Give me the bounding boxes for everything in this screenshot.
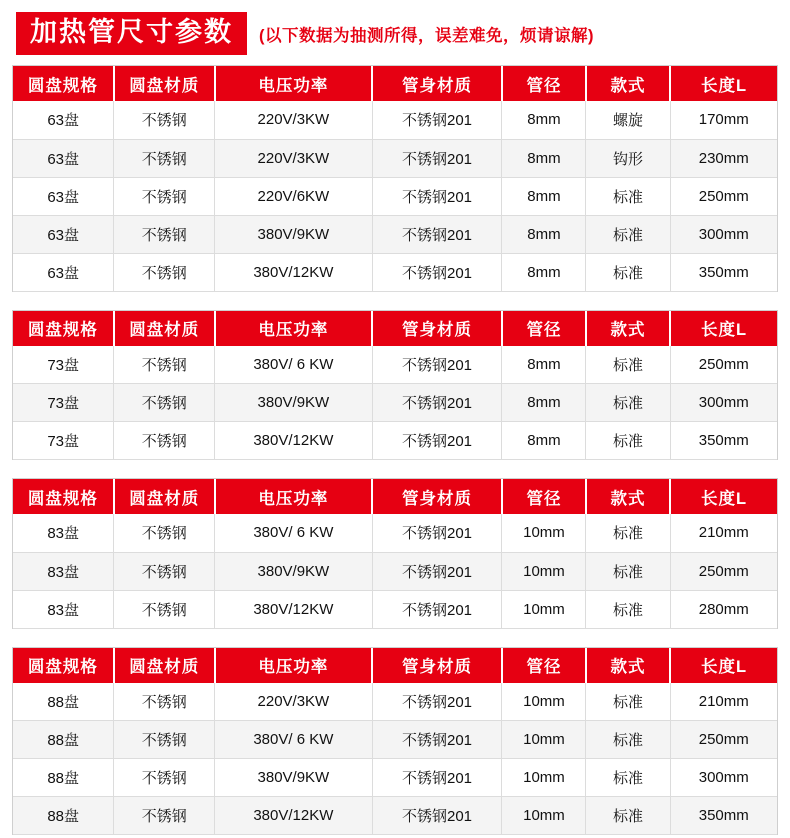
column-header: 款式 xyxy=(586,479,670,514)
table-cell: 不锈钢 xyxy=(114,384,215,422)
table-row xyxy=(13,797,777,835)
table-row xyxy=(13,721,777,759)
table-cell: 不锈钢201 xyxy=(372,721,502,759)
table-cell: 8mm xyxy=(502,253,586,291)
table-cell: 220V/6KW xyxy=(215,177,372,215)
table-header-row xyxy=(13,66,777,101)
table-cell: 不锈钢 xyxy=(114,514,215,552)
table-cell: 210mm xyxy=(670,683,777,721)
table-cell: 83盘 xyxy=(13,514,114,552)
table-cell: 8mm xyxy=(502,384,586,422)
table-cell: 88盘 xyxy=(13,797,114,835)
column-header: 长度L xyxy=(670,311,777,346)
table-cell: 73盘 xyxy=(13,384,114,422)
column-header: 圆盘材质 xyxy=(114,311,215,346)
table-cell: 标准 xyxy=(586,422,670,460)
table-cell: 标准 xyxy=(586,177,670,215)
table-header-row xyxy=(13,311,777,346)
table-cell: 8mm xyxy=(502,215,586,253)
table-cell: 钩形 xyxy=(586,139,670,177)
column-header: 圆盘规格 xyxy=(13,648,114,683)
table-cell: 220V/3KW xyxy=(215,683,372,721)
column-header: 管径 xyxy=(502,311,586,346)
table-cell: 标准 xyxy=(586,346,670,384)
column-header: 圆盘材质 xyxy=(114,648,215,683)
table-cell: 不锈钢 xyxy=(114,253,215,291)
table-cell: 380V/9KW xyxy=(215,552,372,590)
table-header-row xyxy=(13,648,777,683)
table-cell: 73盘 xyxy=(13,422,114,460)
table-cell: 不锈钢 xyxy=(114,215,215,253)
table-cell: 250mm xyxy=(670,177,777,215)
table-cell: 210mm xyxy=(670,514,777,552)
table-cell: 不锈钢201 xyxy=(372,139,502,177)
table-cell: 170mm xyxy=(670,101,777,139)
page-title: 加热管尺寸参数 xyxy=(16,12,247,55)
table-cell: 300mm xyxy=(670,384,777,422)
table-cell: 标准 xyxy=(586,215,670,253)
column-header: 电压功率 xyxy=(215,311,372,346)
table-cell: 300mm xyxy=(670,215,777,253)
table-cell: 不锈钢201 xyxy=(372,797,502,835)
table-cell: 不锈钢201 xyxy=(372,101,502,139)
spec-table xyxy=(13,479,777,629)
table-cell: 380V/ 6 KW xyxy=(215,346,372,384)
column-header: 长度L xyxy=(670,66,777,101)
table-cell: 标准 xyxy=(586,759,670,797)
table-row xyxy=(13,139,777,177)
table-cell: 不锈钢 xyxy=(114,759,215,797)
table-cell: 73盘 xyxy=(13,346,114,384)
table-row xyxy=(13,346,777,384)
column-header: 圆盘规格 xyxy=(13,66,114,101)
table-row xyxy=(13,101,777,139)
table-row xyxy=(13,177,777,215)
column-header: 电压功率 xyxy=(215,479,372,514)
table-cell: 380V/9KW xyxy=(215,215,372,253)
table-row xyxy=(13,384,777,422)
table-cell: 不锈钢 xyxy=(114,683,215,721)
column-header: 长度L xyxy=(670,648,777,683)
column-header: 管身材质 xyxy=(372,648,502,683)
table-row xyxy=(13,590,777,628)
table-cell: 不锈钢201 xyxy=(372,177,502,215)
table-row xyxy=(13,253,777,291)
column-header: 管径 xyxy=(502,66,586,101)
column-header: 圆盘材质 xyxy=(114,66,215,101)
table-cell: 不锈钢 xyxy=(114,346,215,384)
table-cell: 不锈钢 xyxy=(114,139,215,177)
table-cell: 10mm xyxy=(502,514,586,552)
table-cell: 不锈钢 xyxy=(114,797,215,835)
table-cell: 63盘 xyxy=(13,139,114,177)
table-cell: 不锈钢201 xyxy=(372,253,502,291)
table-cell: 88盘 xyxy=(13,759,114,797)
column-header: 管径 xyxy=(502,648,586,683)
table-cell: 不锈钢 xyxy=(114,177,215,215)
column-header: 圆盘材质 xyxy=(114,479,215,514)
column-header: 款式 xyxy=(586,648,670,683)
table-cell: 380V/ 6 KW xyxy=(215,721,372,759)
table-cell: 250mm xyxy=(670,346,777,384)
table-cell: 220V/3KW xyxy=(215,139,372,177)
column-header: 圆盘规格 xyxy=(13,311,114,346)
table-cell: 10mm xyxy=(502,721,586,759)
table-header-row xyxy=(13,479,777,514)
column-header: 款式 xyxy=(586,66,670,101)
table-cell: 不锈钢201 xyxy=(372,384,502,422)
spec-table-table-73 xyxy=(12,310,778,461)
table-cell: 230mm xyxy=(670,139,777,177)
table-cell: 380V/9KW xyxy=(215,384,372,422)
table-cell: 10mm xyxy=(502,590,586,628)
table-cell: 8mm xyxy=(502,139,586,177)
table-cell: 88盘 xyxy=(13,721,114,759)
table-cell: 不锈钢 xyxy=(114,590,215,628)
spec-table xyxy=(13,311,777,461)
column-header: 管身材质 xyxy=(372,311,502,346)
table-cell: 8mm xyxy=(502,422,586,460)
table-cell: 标准 xyxy=(586,721,670,759)
tables-container xyxy=(0,65,790,835)
column-header: 管身材质 xyxy=(372,479,502,514)
table-cell: 350mm xyxy=(670,253,777,291)
table-cell: 标准 xyxy=(586,514,670,552)
table-cell: 标准 xyxy=(586,384,670,422)
table-cell: 标准 xyxy=(586,590,670,628)
table-cell: 63盘 xyxy=(13,215,114,253)
spec-table-table-83 xyxy=(12,478,778,629)
table-cell: 标准 xyxy=(586,797,670,835)
table-cell: 380V/9KW xyxy=(215,759,372,797)
table-cell: 63盘 xyxy=(13,177,114,215)
table-cell: 83盘 xyxy=(13,552,114,590)
column-header: 长度L xyxy=(670,479,777,514)
table-cell: 不锈钢 xyxy=(114,422,215,460)
table-cell: 螺旋 xyxy=(586,101,670,139)
table-cell: 不锈钢 xyxy=(114,101,215,139)
table-cell: 不锈钢201 xyxy=(372,422,502,460)
table-cell: 250mm xyxy=(670,552,777,590)
table-cell: 不锈钢 xyxy=(114,552,215,590)
column-header: 电压功率 xyxy=(215,648,372,683)
table-cell: 标准 xyxy=(586,552,670,590)
table-cell: 10mm xyxy=(502,552,586,590)
table-row xyxy=(13,215,777,253)
table-cell: 不锈钢 xyxy=(114,721,215,759)
table-cell: 不锈钢201 xyxy=(372,215,502,253)
table-cell: 350mm xyxy=(670,797,777,835)
table-cell: 不锈钢201 xyxy=(372,514,502,552)
table-cell: 8mm xyxy=(502,101,586,139)
column-header: 电压功率 xyxy=(215,66,372,101)
table-cell: 不锈钢201 xyxy=(372,590,502,628)
table-cell: 300mm xyxy=(670,759,777,797)
column-header: 款式 xyxy=(586,311,670,346)
column-header: 圆盘规格 xyxy=(13,479,114,514)
spec-table xyxy=(13,66,777,292)
table-cell: 380V/ 6 KW xyxy=(215,514,372,552)
table-cell: 220V/3KW xyxy=(215,101,372,139)
table-cell: 350mm xyxy=(670,422,777,460)
page-title-note: (以下数据为抽测所得，误差难免，烦请谅解) xyxy=(259,26,594,45)
spec-table xyxy=(13,648,777,836)
table-row xyxy=(13,422,777,460)
table-cell: 280mm xyxy=(670,590,777,628)
table-cell: 88盘 xyxy=(13,683,114,721)
table-cell: 380V/12KW xyxy=(215,590,372,628)
table-cell: 380V/12KW xyxy=(215,797,372,835)
table-cell: 不锈钢201 xyxy=(372,759,502,797)
table-row xyxy=(13,683,777,721)
table-cell: 8mm xyxy=(502,177,586,215)
table-cell: 10mm xyxy=(502,759,586,797)
table-cell: 不锈钢201 xyxy=(372,683,502,721)
table-cell: 标准 xyxy=(586,253,670,291)
table-cell: 10mm xyxy=(502,683,586,721)
table-cell: 380V/12KW xyxy=(215,253,372,291)
table-row xyxy=(13,759,777,797)
table-row xyxy=(13,552,777,590)
spec-table-table-88 xyxy=(12,647,778,836)
table-row xyxy=(13,514,777,552)
column-header: 管径 xyxy=(502,479,586,514)
table-cell: 63盘 xyxy=(13,101,114,139)
table-cell: 不锈钢201 xyxy=(372,346,502,384)
table-cell: 10mm xyxy=(502,797,586,835)
page-header xyxy=(0,0,790,65)
table-cell: 标准 xyxy=(586,683,670,721)
table-cell: 不锈钢201 xyxy=(372,552,502,590)
table-cell: 250mm xyxy=(670,721,777,759)
table-cell: 83盘 xyxy=(13,590,114,628)
table-cell: 8mm xyxy=(502,346,586,384)
column-header: 管身材质 xyxy=(372,66,502,101)
table-cell: 380V/12KW xyxy=(215,422,372,460)
table-cell: 63盘 xyxy=(13,253,114,291)
spec-table-table-63 xyxy=(12,65,778,292)
